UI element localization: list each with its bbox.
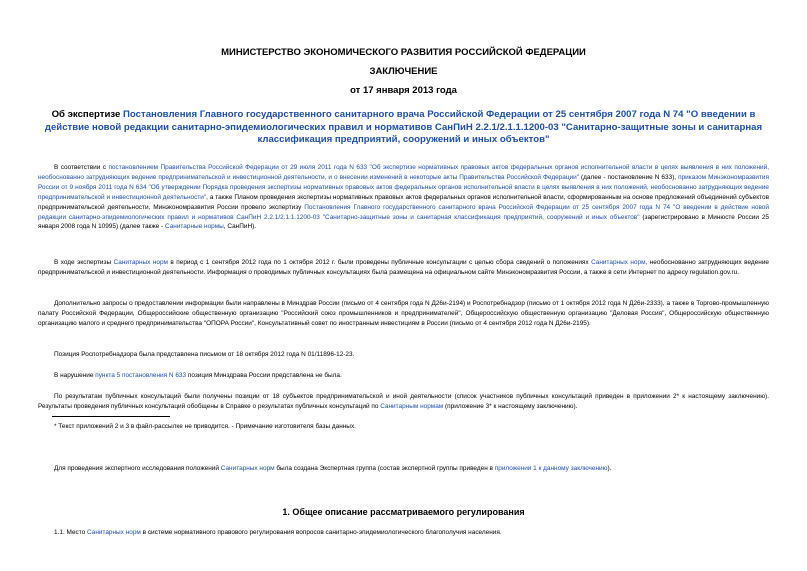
link-resolution-633[interactable]: постановлением Правительства Российской Федерации от 29 июля 2011 года N 633 "Об экспертизе нормативных правовых актов федеральных органов исполнительной власти в целях выявления в них положений, необоснованно затрудняющих ведение предпринимательской и инвестиционной деятельности, и о внесении изменений в некоторые акты Правительства Российской Федерации"	[38, 164, 769, 181]
text: позиция Минздрава России представлена не была.	[186, 372, 342, 379]
text: Позиция Роспотребнадзора была представлена письмом от 18 октября 2012 года N 01/11896-12-23.	[54, 351, 355, 358]
footnote-divider	[52, 416, 170, 417]
text: 1.1. Место	[54, 529, 88, 536]
paragraph-minzdrav	[38, 371, 769, 381]
paragraph-intro	[38, 163, 769, 232]
paragraph-results	[38, 392, 769, 412]
paragraph-consultations	[38, 258, 769, 278]
text: (далее - постановление N 633),	[579, 173, 679, 181]
paragraph-rospotrebnadzor	[38, 350, 769, 360]
link-sanitary-norms[interactable]: Санитарных норм	[113, 259, 168, 266]
text: Дополнительно запросы о предоставлении информации были направлены в Минздрав России (письмо от 4 сентября года N Д26и-2194) и Роспотребнадзор (письмо от 1 октября 2012 года N Д26и-2333), а также в Торгово-промышленную палату Российской Федерации, Общероссийские общественную организацию "Российский союз промышленников и предпринимателей", Общероссийскую общественную организацию "Деловая Россия", Общероссийскую общественную организацию малого и среднего предпринимательства "ОПОРА России", Консультативный совет по иностранным инвестициям в России (письмо от 4 сентября 2012 года N Д26и-2195).	[38, 300, 769, 327]
text: в период с 1 сентября 2012 года по 1 октября 2012 г. были проведены публичные консультации с целью сбора сведений о положениях	[167, 259, 592, 266]
section-heading: 1. Общее описание рассматриваемого регулирования	[282, 507, 525, 517]
text: В соответствии с	[54, 164, 109, 171]
document-date: от 17 января 2013 года	[350, 85, 457, 96]
link-sanitary-norms[interactable]: Санитарных норм	[87, 529, 141, 536]
link-sanitary-norms[interactable]: Санитарных норм	[220, 465, 275, 472]
text: в системе нормативного правового регулирования вопросов санитарно-эпидемиологического благополучия населения.	[140, 529, 502, 536]
text: , а также Планом проведения экспертизы нормативных правовых актов федеральных органов исполнительной власти, сформированным на основе предложений объединений субъектов предпринимательской деятельности, Минэкономразвития России провело экспертизу	[38, 193, 769, 211]
title-link[interactable]: Постановления Главного государственного санитарного врача Российской Федерации от 25 сентября 2007 года N 74 "О введении в действие новой редакции санитарно-эпидемиологических правил и нормативов СанПиН 2.2.1/2.1.1.1200-03 "Санитарно-защитные зоны и санитарная классификация предприятий, сооружений и иных объектов"	[44, 109, 763, 146]
document-title	[38, 109, 769, 147]
link-sanitary-norms[interactable]: Санитарные нормы	[164, 223, 224, 231]
title-prefix: Об экспертизе	[51, 109, 124, 120]
paragraph-1-1	[38, 528, 769, 538]
text: В нарушение	[54, 372, 96, 379]
link-sanitary-norms[interactable]: Санитарным нормам	[380, 402, 444, 410]
paragraph-expert-group	[38, 464, 769, 474]
link-appendix-1[interactable]: приложении 1 к данному заключению	[494, 465, 608, 472]
paragraph-requests	[38, 299, 769, 329]
document-type: ЗАКЛЮЧЕНИЕ	[369, 66, 438, 77]
footnote: * Текст приложений 2 и 3 в файл-рассылке не приводится. - Примечание изготовителя базы данных.	[54, 423, 356, 430]
link-sanitary-norms[interactable]: Санитарных норм	[591, 259, 646, 266]
link-order-634[interactable]: приказом Минэкономразвития России от 9 ноября 2011 года N 634 "Об утверждении Порядка проведения экспертизы нормативных правовых актов федеральных органов исполнительной власти в целях выявления в них положений, необоснованно затрудняющих ведение предпринимательской и инвестиционной деятельности"	[38, 173, 770, 201]
text: ).	[607, 465, 612, 472]
link-point-5[interactable]: пункта 5 постановления N 633	[95, 372, 187, 379]
text: По результатам публичных консультаций были получены позиции от 18 субъектов предпринимательской и иной деятельности (список участников публичных консультаций приведен в приложении 2* к настоящему заключению). Результаты проведения публичных консультаций обобщены в Справке о результатах публичных консультаций по	[38, 393, 769, 410]
text: была создана Экспертная группа (состав экспертной группы приведен в	[274, 465, 495, 472]
text: В ходе экспертизы	[54, 259, 114, 266]
text: (приложение 3* к настоящему заключению).	[443, 402, 578, 410]
text: Для проведения экспертного исследования положений	[54, 465, 221, 472]
ministry-heading: МИНИСТЕРСТВО ЭКОНОМИЧЕСКОГО РАЗВИТИЯ РОССИЙСКОЙ ФЕДЕРАЦИИ	[221, 47, 586, 58]
text: , СанПиН).	[223, 223, 257, 231]
text: (зарегистрировано в Минюсте России 25 января 2008 года N 10995) (далее также -	[38, 213, 769, 231]
text: , необоснованно затрудняющих ведение предпринимательской и инвестиционной деятельности. Информация о проводимых публичных консультациях была размещена на официальном сайте Минэкономразвития России, а также в сети Интернет по адресу regulation.gov.ru.	[38, 259, 769, 276]
link-resolution-74[interactable]: Постановления Главного государственного санитарного врача Российской Федерации от 25 сентября 2007 года N 74 "О введении в действие новой редакции санитарно-эпидемиологических правил и нормативов СанПиН 2.2.1/2.1.1.1200-03 "Санитарно-защитные зоны и санитарная классификация предприятий, сооружений и иных объектов"	[38, 203, 769, 221]
